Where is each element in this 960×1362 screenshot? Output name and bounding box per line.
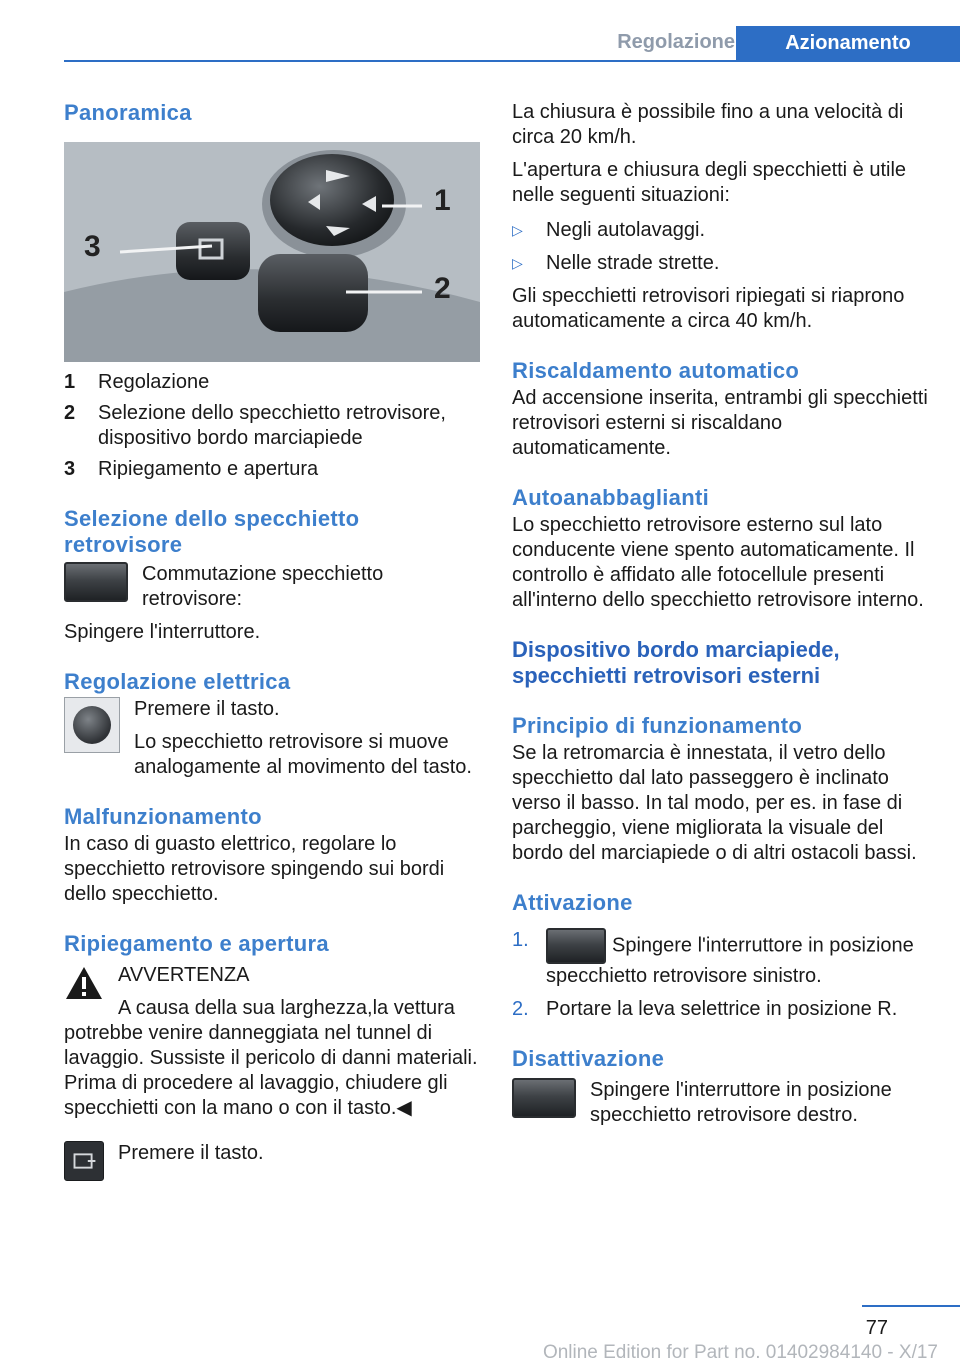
mirror-switch-icon [64, 562, 128, 602]
deactivation-text: Spingere l'interruttore in posizione specchietto retrovisore destro. [590, 1079, 892, 1126]
legend-item [64, 401, 482, 451]
deactivation-heading: Disattivazione [512, 1046, 665, 1071]
adjust-dial-icon [64, 697, 120, 753]
callout-3: 3 [84, 230, 101, 263]
warning-triangle-icon [64, 965, 104, 1001]
warning-label: AVVERTENZA [118, 964, 250, 986]
heating-text: Ad accensione inserita, entrambi gli specchietti retrovisori esterni si riscaldano automaticamente. [512, 387, 928, 459]
electric-text-1: Premere il tasto. [134, 698, 280, 720]
bullet-item [512, 251, 932, 276]
header-tabs [0, 26, 960, 62]
activation-step [512, 928, 932, 989]
reopen-text: Gli specchietti retrovisori ripiegati si riaprono automaticamente a circa 40 km/h. [512, 285, 905, 332]
curb-heading: Dispositivo bordo marciapiede, specchietti retrovisori esterni [512, 637, 840, 688]
selection-text: Spingere l'interruttore. [64, 621, 261, 643]
legend-number: 2 [64, 402, 76, 424]
step-number: 1. [512, 929, 529, 951]
tab-azionamento[interactable]: Azionamento [736, 26, 960, 62]
right-column [512, 100, 932, 1128]
fold-paragraph [64, 1141, 482, 1188]
warning-block [64, 963, 482, 1121]
legend-number: 3 [64, 458, 76, 480]
footer-rule [862, 1305, 960, 1307]
mirror-switch-icon [512, 1078, 576, 1118]
step-number: 2. [512, 998, 529, 1020]
mirror-switch-icon [546, 928, 606, 964]
speed-text: La chiusura è possibile fino a una velocità di circa 20 km/h. [512, 101, 904, 148]
legend-item [64, 370, 482, 395]
edition-watermark: Online Edition for Part no. 01402984140 - X/17 [542, 1342, 938, 1362]
principle-text: Se la retromarcia è innestata, il vetro dello specchietto dal lato passeggero è inclinato verso il basso. In tal modo, per es. in fase di parcheggio, viene migliorata la visuale del bordo del marciapiede o di altri ostacoli bassi. [512, 742, 917, 864]
left-column [64, 100, 482, 1188]
selection-icon-paragraph [64, 562, 482, 612]
tab-regolazione[interactable]: Regolazione [617, 31, 735, 53]
dimming-text: Lo specchietto retrovisore esterno sul lato conducente viene spento automaticamente. Il controllo è affidato alle fotocellule presenti all'interno dello specchietto retrovisore interno. [512, 514, 924, 611]
legend-list [64, 370, 482, 482]
dimming-heading: Autoanabbaglianti [512, 485, 709, 510]
legend-text: Ripiegamento e apertura [98, 458, 319, 480]
selection-icon-text: Commutazione specchietto retrovisore: [142, 563, 384, 610]
triangle-bullet-icon: ▷ [512, 255, 523, 271]
triangle-bullet-icon: ▷ [512, 222, 523, 238]
useful-text: L'apertura e chiusura degli specchietti è utile nelle seguenti situazioni: [512, 159, 907, 206]
fold-text: Premere il tasto. [118, 1142, 264, 1164]
step-text: Spingere l'interruttore in posizione specchietto retrovisore sinistro. [546, 934, 914, 987]
legend-text: Regolazione [98, 371, 210, 393]
legend-text: Selezione dello specchietto retrovisore, dispositivo bordo marciapiede [98, 402, 446, 449]
callout-2: 2 [434, 272, 451, 305]
electric-heading: Regolazione elettrica [64, 669, 291, 694]
step-text: Portare la leva selettrice in posizione R. [546, 998, 898, 1020]
heating-heading: Riscaldamento automatico [512, 358, 800, 383]
principle-heading: Principio di funzionamento [512, 713, 803, 738]
fold-heading: Ripiegamento e apertura [64, 931, 329, 956]
selection-heading: Selezione dello specchietto retrovisore [64, 506, 360, 557]
deactivation-paragraph [512, 1078, 932, 1128]
malfunction-text: In caso di guasto elettrico, regolare lo specchietto retrovisore spingendo sui bordi dello specchietto. [64, 833, 445, 905]
mirror-controls-photo [64, 142, 480, 362]
electric-paragraph [64, 697, 482, 780]
legend-item [64, 457, 482, 482]
mirror-controls-illustration [64, 142, 480, 362]
warning-text: A causa della sua larghezza,la vettura potrebbe venire danneggiata nel tunnel di lavaggio. Sussiste il pericolo di danni materiali. Prima di procedere al lavaggio, chiudere gli specchietti con la mano o con il tasto.◀ [64, 997, 478, 1119]
step-body [546, 928, 932, 989]
header-rule [64, 60, 960, 62]
malfunction-heading: Malfunzionamento [64, 804, 262, 829]
electric-text-2: Lo specchietto retrovisore si muove analogamente al movimento del tasto. [134, 731, 472, 778]
fold-mirror-icon [64, 1141, 104, 1181]
activation-step [512, 997, 932, 1022]
bullet-item [512, 218, 932, 243]
activation-heading: Attivazione [512, 890, 633, 915]
bullet-text: Negli autolavaggi. [546, 219, 705, 241]
overview-heading: Panoramica [64, 100, 192, 125]
legend-number: 1 [64, 371, 76, 393]
page-number: 77 [865, 1317, 888, 1339]
bullet-text: Nelle strade strette. [546, 252, 720, 274]
callout-1: 1 [434, 184, 451, 217]
